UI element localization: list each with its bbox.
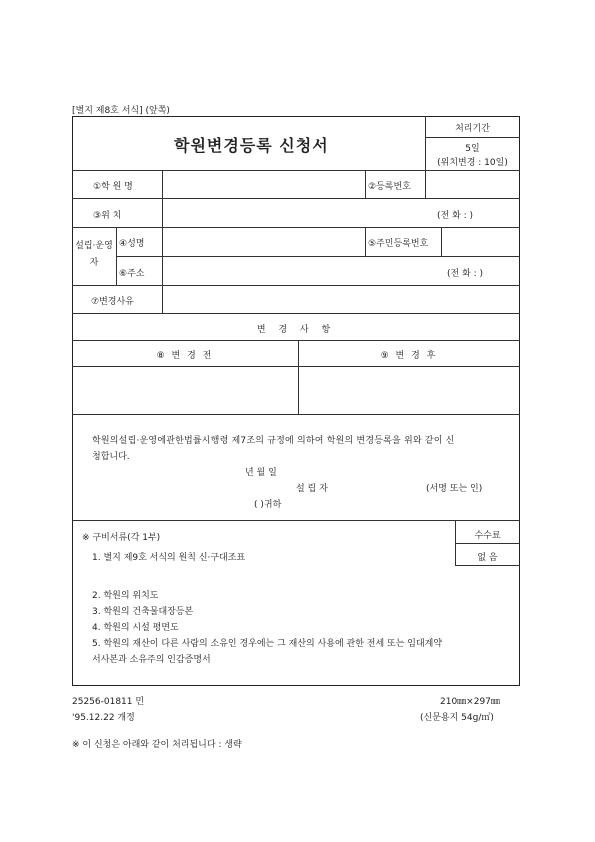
divider xyxy=(72,520,520,521)
divider xyxy=(365,227,366,256)
document-item: 5. 학원의 재산이 다른 사람의 소유인 경우에는 그 재산의 사용에 관한 전세 또는 임대계약 xyxy=(92,639,443,649)
divider xyxy=(72,313,520,314)
signature-label: (서명 또는 인) xyxy=(426,484,483,494)
divider xyxy=(162,170,163,313)
document-item: 4. 학원의 시설 평면도 xyxy=(92,623,179,633)
document-item: 서사본과 소유주의 인감증명서 xyxy=(92,655,211,665)
paper-type: (신문용지 54g/㎡) xyxy=(420,713,494,723)
document-item: 2. 학원의 위치도 xyxy=(92,591,159,601)
name-label: ④성명 xyxy=(119,239,145,249)
declaration-line-2: 청합니다. xyxy=(92,452,130,462)
divider xyxy=(72,170,520,171)
addressee-label: ( )귀하 xyxy=(254,500,282,510)
form-code: 25256-01811 민 xyxy=(72,697,145,707)
divider xyxy=(72,414,520,415)
divider xyxy=(72,366,520,367)
declaration-line-1: 학원의설립·운영에관한법률시행령 제7조의 규정에 의하여 학원의 변경등록을 위와 같이 신 xyxy=(92,436,455,446)
divider xyxy=(72,340,520,341)
divider xyxy=(441,227,442,256)
revision-date: '95.12.22 개정 xyxy=(72,713,135,723)
divider xyxy=(72,198,520,199)
documents-heading: ※ 구비서류(각 1부) xyxy=(82,533,161,543)
changes-heading: 변 경 사 항 xyxy=(256,325,336,335)
processing-note: ※ 이 신청은 아래와 같이 처리됩니다 : 생략 xyxy=(72,740,242,750)
before-change-label: ⑧ 변 경 전 xyxy=(156,351,214,361)
phone-label-1: (전 화 : ) xyxy=(437,211,474,221)
founder-label: 설립·운영자 xyxy=(75,241,113,268)
processing-label: 처리기간 xyxy=(455,124,490,134)
processing-location-change: (위치변경 : 10일) xyxy=(437,158,508,168)
processing-days: 5일 xyxy=(465,144,480,154)
academy-name-label: ①학 원 명 xyxy=(93,182,133,192)
form-caption: [별지 제8호 서식] (앞쪽) xyxy=(72,106,170,116)
divider xyxy=(365,170,366,198)
divider xyxy=(455,565,520,566)
after-change-label: ⑨ 변 경 후 xyxy=(380,351,438,361)
phone-label-2: (전 화 : ) xyxy=(447,269,484,279)
document-item: 1. 별지 제9호 서식의 원칙 신·구대조표 xyxy=(92,553,246,563)
divider xyxy=(455,543,520,544)
divider xyxy=(72,285,520,286)
address-label: ⑥주소 xyxy=(119,269,145,279)
divider xyxy=(72,227,520,228)
form-title: 학원변경등록 신청서 xyxy=(174,136,329,155)
resident-no-label: ⑤주민등록번호 xyxy=(368,239,429,249)
divider xyxy=(425,137,520,138)
application-date: 년 월 일 xyxy=(245,468,277,478)
change-reason-label: ⑦변경사유 xyxy=(91,297,134,307)
paper-size: 210㎜×297㎜ xyxy=(440,697,500,707)
location-label: ③위 치 xyxy=(93,211,122,221)
fee-value: 없 음 xyxy=(477,553,498,563)
registration-no-label: ②등록번호 xyxy=(368,182,411,192)
divider xyxy=(116,256,520,257)
document-item: 3. 학원의 건축물대장등본 xyxy=(92,607,194,617)
applicant-label: 설 립 자 xyxy=(296,484,328,494)
divider xyxy=(116,227,117,285)
divider xyxy=(425,170,426,198)
fee-label: 수수료 xyxy=(474,531,501,541)
